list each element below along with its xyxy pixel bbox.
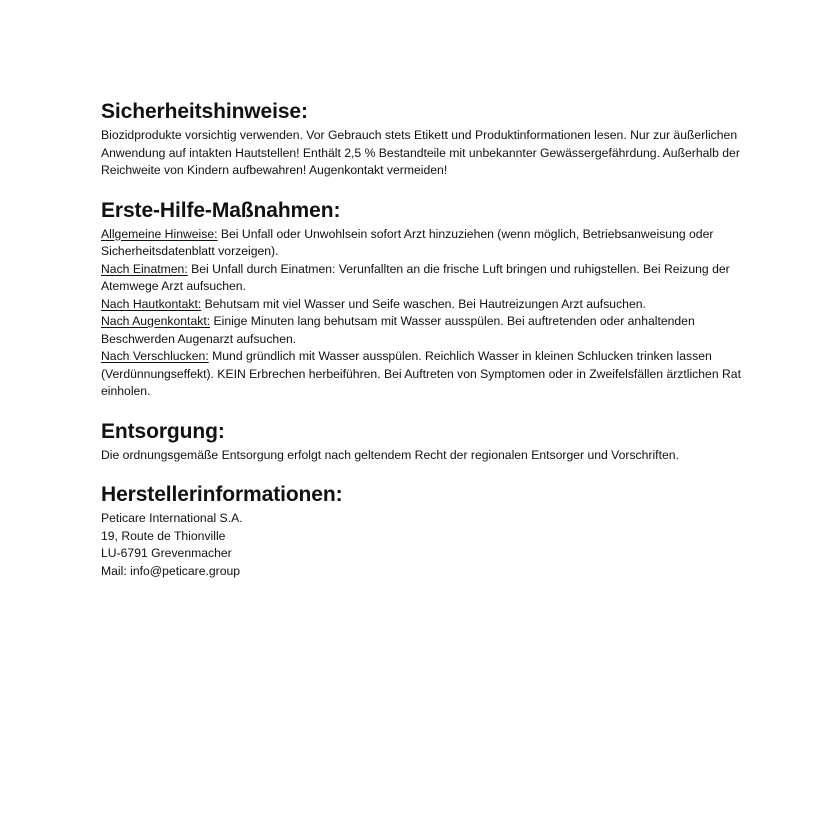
first-aid-ingestion xyxy=(101,348,751,401)
safety-notes-text: Biozidprodukte vorsichtig verwenden. Vor Gebrauch stets Etikett und Produktinformationen lesen. Nur zur äußerlichen Anwendung auf intakten Hautstellen! Enthält 2,5 % Bestandteile mit unbekannter Gewässergefährdung. Außerhalb der Reichweite von Kindern aufbewahren! Augenkontakt vermeiden! xyxy=(101,128,740,177)
first-aid-text: Bei Unfall durch Einatmen: Verunfallten an die frische Luft bringen und ruhigstellen. Bei Reizung der Atemwege Arzt aufsuchen. xyxy=(101,261,730,293)
first-aid-label: Nach Hautkontakt: xyxy=(101,296,202,311)
first-aid-label: Nach Einatmen: xyxy=(101,261,188,276)
section-safety-notes xyxy=(101,98,751,180)
first-aid-skin-contact xyxy=(101,296,751,314)
manufacturer-street: 19, Route de Thionville xyxy=(101,528,226,543)
first-aid-text: Mund gründlich mit Wasser ausspülen. Reichlich Wasser in kleinen Schlucken trinken lassen (Verdünnungseffekt). KEIN Erbrechen herbeiführen. Bei Auftreten von Symptomen oder in Zweifelsfällen ärztlichen Rat einholen. xyxy=(101,349,741,398)
first-aid-eye-contact xyxy=(101,313,751,348)
manufacturer-address xyxy=(101,510,751,580)
manufacturer-email: Mail: info@peticare.group xyxy=(101,563,241,578)
first-aid-general xyxy=(101,226,751,261)
manufacturer-city: LU-6791 Grevenmacher xyxy=(101,546,232,560)
heading-manufacturer: Herstellerinformationen: xyxy=(101,483,343,506)
first-aid-label: Nach Verschlucken: xyxy=(101,349,209,363)
heading-first-aid: Erste-Hilfe-Maßnahmen: xyxy=(101,198,341,222)
first-aid-label: Nach Augenkontakt: xyxy=(101,314,211,328)
first-aid-inhalation xyxy=(101,261,751,296)
section-disposal xyxy=(101,418,751,465)
document-body xyxy=(101,98,751,580)
manufacturer-company: Peticare International S.A. xyxy=(101,511,243,525)
heading-disposal: Entsorgung: xyxy=(101,419,225,443)
section-first-aid xyxy=(101,197,751,401)
first-aid-text: Bei Unfall oder Unwohlsein sofort Arzt hinzuziehen (wenn möglich, Betriebsanweisung oder Sicherheitsdatenblatt vorzeigen). xyxy=(101,226,714,258)
section-manufacturer xyxy=(101,481,751,580)
first-aid-text: Einige Minuten lang behutsam mit Wasser ausspülen. Bei auftretenden oder anhaltenden Beschwerden Augenarzt aufsuchen. xyxy=(101,314,695,346)
first-aid-text: Behutsam mit viel Wasser und Seife waschen. Bei Hautreizungen Arzt aufsuchen. xyxy=(201,296,646,311)
disposal-text: Die ordnungsgemäße Entsorgung erfolgt nach geltendem Recht der regionalen Entsorger und Vorschriften. xyxy=(101,447,679,462)
heading-safety-notes: Sicherheitshinweise: xyxy=(101,100,308,123)
first-aid-label: Allgemeine Hinweise: xyxy=(101,226,218,241)
